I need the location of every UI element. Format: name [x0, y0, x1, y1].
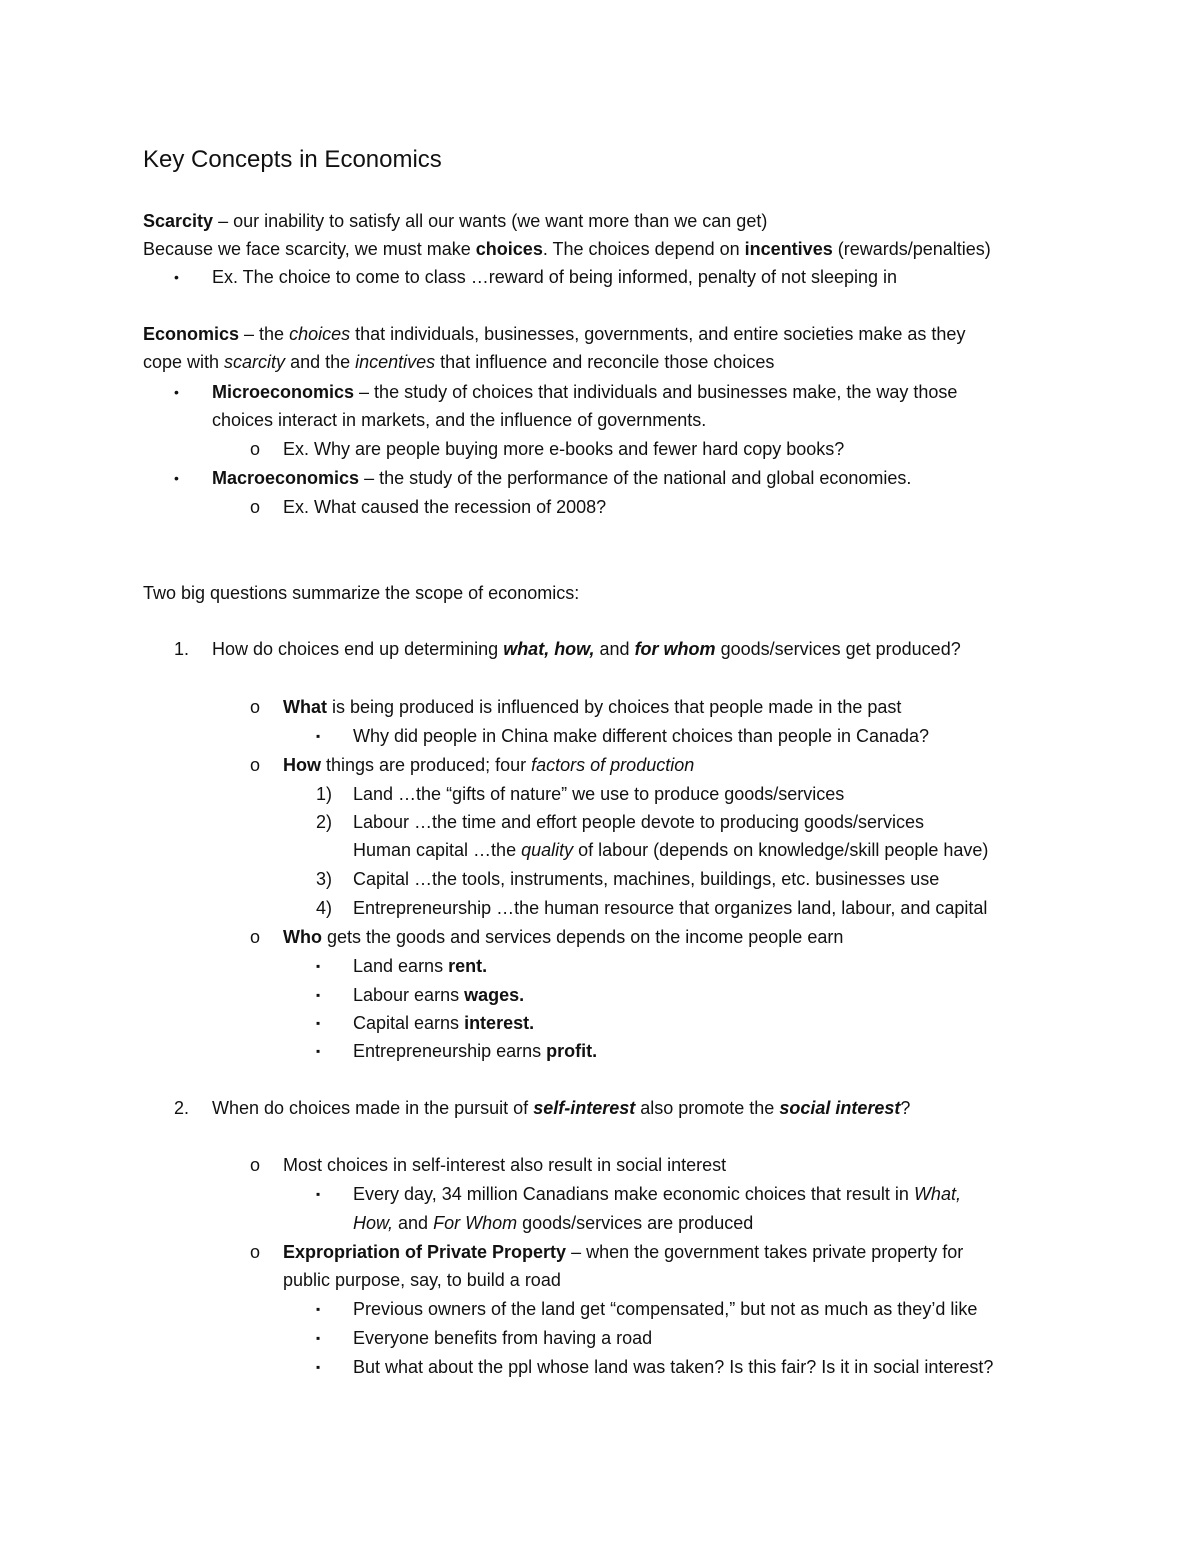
- text-span: For Whom: [433, 1213, 518, 1233]
- every-day-item: [353, 1182, 961, 1206]
- text-span: goods/services are produced: [517, 1213, 754, 1233]
- expropriation-term: Expropriation of Private Property: [283, 1242, 567, 1262]
- macroeconomics-example: Ex. What caused the recession of 2008?: [283, 497, 607, 517]
- circle-marker: o: [250, 755, 261, 775]
- circle-marker: o: [250, 1242, 261, 1262]
- scarcity-definition: [143, 209, 767, 233]
- bullet-marker: •: [174, 470, 179, 486]
- text-span: also promote the: [635, 1098, 780, 1118]
- text-span: – the study of the performance of the national and global economies.: [359, 468, 912, 488]
- what-item: [283, 695, 901, 719]
- who-item: [283, 925, 843, 949]
- factor-item: Land …the “gifts of nature” we use to produce goods/services: [353, 784, 845, 804]
- text-span: When do choices made in the pursuit of: [212, 1098, 534, 1118]
- microeconomics-term: Microeconomics: [212, 382, 355, 402]
- text-span: How do choices end up determining: [212, 639, 504, 659]
- square-marker: ▪: [316, 1044, 321, 1058]
- factor-item: Labour …the time and effort people devote to producing goods/services: [353, 812, 925, 832]
- text-span: cope with: [143, 352, 225, 372]
- square-marker: ▪: [316, 1360, 321, 1374]
- text-span: that individuals, businesses, governments, and entire societies make as they: [350, 324, 966, 344]
- how-term: How: [283, 755, 321, 775]
- question-2: [212, 1096, 910, 1120]
- text-span: choices: [289, 324, 351, 344]
- text-span: Capital earns: [353, 1013, 465, 1033]
- text-span: – the study of choices that individuals and businesses make, the way those: [354, 382, 958, 402]
- text-span: social interest: [779, 1098, 901, 1118]
- text-span: scarcity: [224, 352, 286, 372]
- text-span: goods/services get produced?: [715, 639, 961, 659]
- text-span: for whom: [634, 639, 716, 659]
- text-span: ?: [900, 1098, 911, 1118]
- text-span: what, how,: [503, 639, 595, 659]
- text-span: and: [393, 1213, 434, 1233]
- most-choices-item: Most choices in self-interest also result in social interest: [283, 1155, 727, 1175]
- earnings-item: [353, 954, 487, 978]
- bullet-marker: •: [174, 269, 179, 285]
- economics-definition: [143, 322, 965, 346]
- how-item: [283, 753, 694, 777]
- square-marker: ▪: [316, 988, 321, 1002]
- text-span: Labour earns: [353, 985, 465, 1005]
- text-span: – the: [239, 324, 290, 344]
- text-span: Land earns: [353, 956, 449, 976]
- circle-marker: o: [250, 497, 261, 517]
- square-marker: ▪: [316, 729, 321, 743]
- text-span: Entrepreneurship earns: [353, 1041, 547, 1061]
- scarcity-def-text: – our inability to satisfy all our wants (we want more than we can get): [213, 211, 768, 231]
- square-marker: ▪: [316, 1302, 321, 1316]
- expropriation-subitem: But what about the ppl whose land was taken? Is this fair? Is it in social interest?: [353, 1357, 994, 1377]
- circle-marker: o: [250, 927, 261, 947]
- microeconomics-definition-cont: choices interact in markets, and the influence of governments.: [212, 410, 707, 430]
- scarcity-example: Ex. The choice to come to class …reward of being informed, penalty of not sleeping in: [212, 267, 898, 287]
- text-span: What,: [913, 1184, 961, 1204]
- circle-marker: o: [250, 1155, 261, 1175]
- text-span: quality: [521, 840, 574, 860]
- text-span: . The choices depend on: [542, 239, 745, 259]
- text-span: gets the goods and services depends on the income people earn: [321, 927, 844, 947]
- text-span: incentives: [355, 352, 436, 372]
- earnings-item: [353, 1039, 597, 1063]
- square-marker: ▪: [316, 1016, 321, 1030]
- bullet-marker: •: [174, 384, 179, 400]
- square-marker: ▪: [316, 959, 321, 973]
- text-span: of labour (depends on knowledge/skill people have): [573, 840, 989, 860]
- scope-intro: Two big questions summarize the scope of economics:: [143, 583, 580, 603]
- factor-item: Capital …the tools, instruments, machines, buildings, etc. businesses use: [353, 869, 940, 889]
- question-1-number: 1.: [174, 639, 190, 659]
- text-span: self-interest: [533, 1098, 636, 1118]
- expropriation-item-cont: public purpose, say, to build a road: [283, 1270, 561, 1290]
- text-span: things are produced; four: [321, 755, 532, 775]
- text-span: and the: [285, 352, 356, 372]
- text-span: and: [594, 639, 635, 659]
- what-term: What: [283, 697, 327, 717]
- factor-number: 3): [316, 869, 333, 889]
- economics-term: Economics: [143, 324, 240, 344]
- macroeconomics-definition: [212, 466, 911, 490]
- factor-number: 4): [316, 898, 333, 918]
- scarcity-choices-line: [143, 237, 991, 261]
- every-day-item-cont: [353, 1211, 753, 1235]
- expropriation-subitem: Previous owners of the land get “compensated,” but not as much as they’d like: [353, 1299, 978, 1319]
- scarcity-term: Scarcity: [143, 211, 214, 231]
- text-span: that influence and reconcile those choices: [435, 352, 775, 372]
- factor-number: 2): [316, 812, 333, 832]
- factor-number: 1): [316, 784, 333, 804]
- human-capital-line: [353, 838, 988, 862]
- text-span: Human capital …the: [353, 840, 522, 860]
- earnings-item: [353, 1011, 534, 1035]
- square-marker: ▪: [316, 1187, 321, 1201]
- circle-marker: o: [250, 439, 261, 459]
- macroeconomics-term: Macroeconomics: [212, 468, 360, 488]
- text-span: – when the government takes private property for: [566, 1242, 964, 1262]
- economics-definition-cont: [143, 350, 774, 374]
- earnings-item: [353, 983, 524, 1007]
- text-span: (rewards/penalties): [832, 239, 991, 259]
- who-term: Who: [283, 927, 322, 947]
- incentives-term: incentives: [744, 239, 833, 259]
- circle-marker: o: [250, 697, 261, 717]
- factor-item: Entrepreneurship …the human resource that organizes land, labour, and capital: [353, 898, 988, 918]
- text-span: Because we face scarcity, we must make: [143, 239, 476, 259]
- microeconomics-example: Ex. Why are people buying more e-books and fewer hard copy books?: [283, 439, 845, 459]
- choices-term: choices: [475, 239, 543, 259]
- text-span: wages.: [464, 985, 525, 1005]
- text-span: Every day, 34 million Canadians make economic choices that result in: [353, 1184, 914, 1204]
- text-span: interest.: [464, 1013, 535, 1033]
- text-span: rent.: [448, 956, 488, 976]
- expropriation-item: [283, 1240, 963, 1264]
- text-span: profit.: [546, 1041, 598, 1061]
- question-2-number: 2.: [174, 1098, 190, 1118]
- square-marker: ▪: [316, 1331, 321, 1345]
- expropriation-subitem: Everyone benefits from having a road: [353, 1328, 653, 1348]
- text-span: factors of production: [531, 755, 695, 775]
- page-title: Key Concepts in Economics: [143, 146, 442, 173]
- text-span: How,: [353, 1213, 394, 1233]
- text-span: is being produced is influenced by choices that people made in the past: [327, 697, 902, 717]
- microeconomics-definition: [212, 380, 957, 404]
- what-subitem: Why did people in China make different choices than people in Canada?: [353, 726, 930, 746]
- question-1: [212, 637, 961, 661]
